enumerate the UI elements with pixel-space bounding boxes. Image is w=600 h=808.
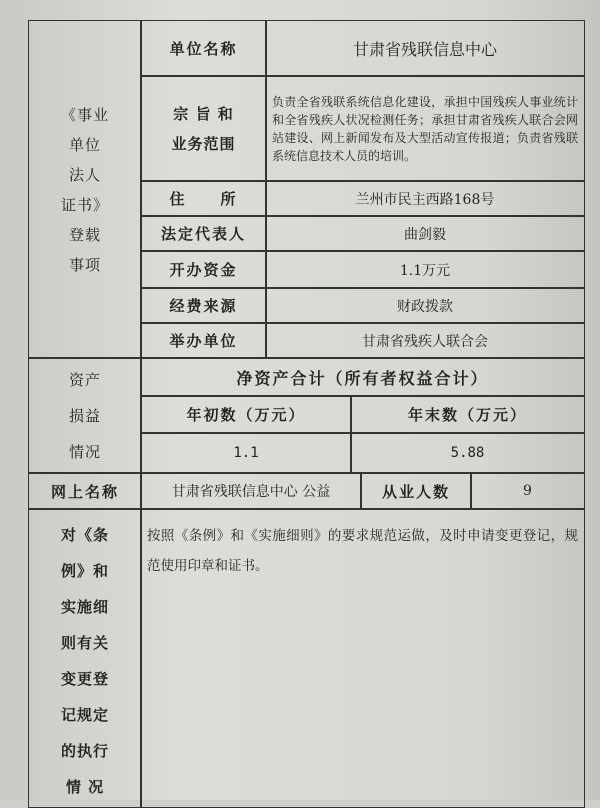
staff-count-label: 从业人数 <box>360 472 472 510</box>
label-line: 情况 <box>68 442 101 461</box>
purpose-value: 负责全省残联系统信息化建设，承担中国残疾人事业统计和全省残疾人状况检测任务；承担甘肃省残疾人联合会网站建设、网上新闻发布及大型活动宣传报道；负责省残联系统信息技术人员的培训。 <box>265 75 585 182</box>
address-label: 住 所 <box>140 180 267 217</box>
label-line: 例》和 <box>60 562 109 580</box>
start-of-year-value: 1.1 <box>140 432 352 474</box>
purpose-label <box>140 75 267 182</box>
label-line: 的执行 <box>60 742 109 760</box>
label-line: 证书》 <box>60 195 109 214</box>
label-line: 对《条 <box>60 526 109 544</box>
online-name-value: 甘肃省残联信息中心 公益 <box>140 472 362 510</box>
legal-rep-label: 法定代表人 <box>140 215 267 252</box>
label-line: 业务范围 <box>171 134 236 153</box>
label-line: 则有关 <box>60 634 109 652</box>
net-assets-header: 净资产合计（所有者权益合计） <box>140 357 585 397</box>
label-line: 单位 <box>68 135 101 154</box>
unit-name-label: 单位名称 <box>140 20 267 77</box>
label-line: 变更登 <box>60 670 109 688</box>
label-line: 宗 旨 和 <box>173 104 234 123</box>
staff-count-value: 9 <box>470 472 585 510</box>
funds-label: 开办资金 <box>140 250 267 289</box>
label-line: 《事业 <box>60 105 109 124</box>
label-line: 实施细 <box>60 598 109 616</box>
legal-rep-value: 曲剑毅 <box>265 215 585 252</box>
compliance-label <box>28 508 142 808</box>
label-line: 法人 <box>68 165 101 184</box>
end-of-year-value: 5.88 <box>350 432 585 474</box>
label-line: 损益 <box>68 406 101 425</box>
assets-label <box>28 357 142 474</box>
label-line: 事项 <box>68 255 101 274</box>
label-line: 登载 <box>68 225 101 244</box>
unit-name-value: 甘肃省残联信息中心 <box>265 20 585 77</box>
label-line: 资产 <box>68 370 101 389</box>
funding-source-value: 财政拨款 <box>265 287 585 324</box>
sponsor-value: 甘肃省残疾人联合会 <box>265 322 585 359</box>
start-of-year-label: 年初数（万元） <box>140 395 352 434</box>
label-line: 情 况 <box>65 778 105 796</box>
address-value: 兰州市民主西路168号 <box>265 180 585 217</box>
sponsor-label: 举办单位 <box>140 322 267 359</box>
funds-value: 1.1万元 <box>265 250 585 289</box>
end-of-year-label: 年末数（万元） <box>350 395 585 434</box>
compliance-value: 按照《条例》和《实施细则》的要求规范运做，及时申请变更登记，规范使用印章和证书。 <box>140 508 585 808</box>
funding-source-label: 经费来源 <box>140 287 267 324</box>
online-name-label: 网上名称 <box>28 472 142 510</box>
registration-items-label <box>28 20 142 359</box>
label-line: 记规定 <box>60 706 109 724</box>
